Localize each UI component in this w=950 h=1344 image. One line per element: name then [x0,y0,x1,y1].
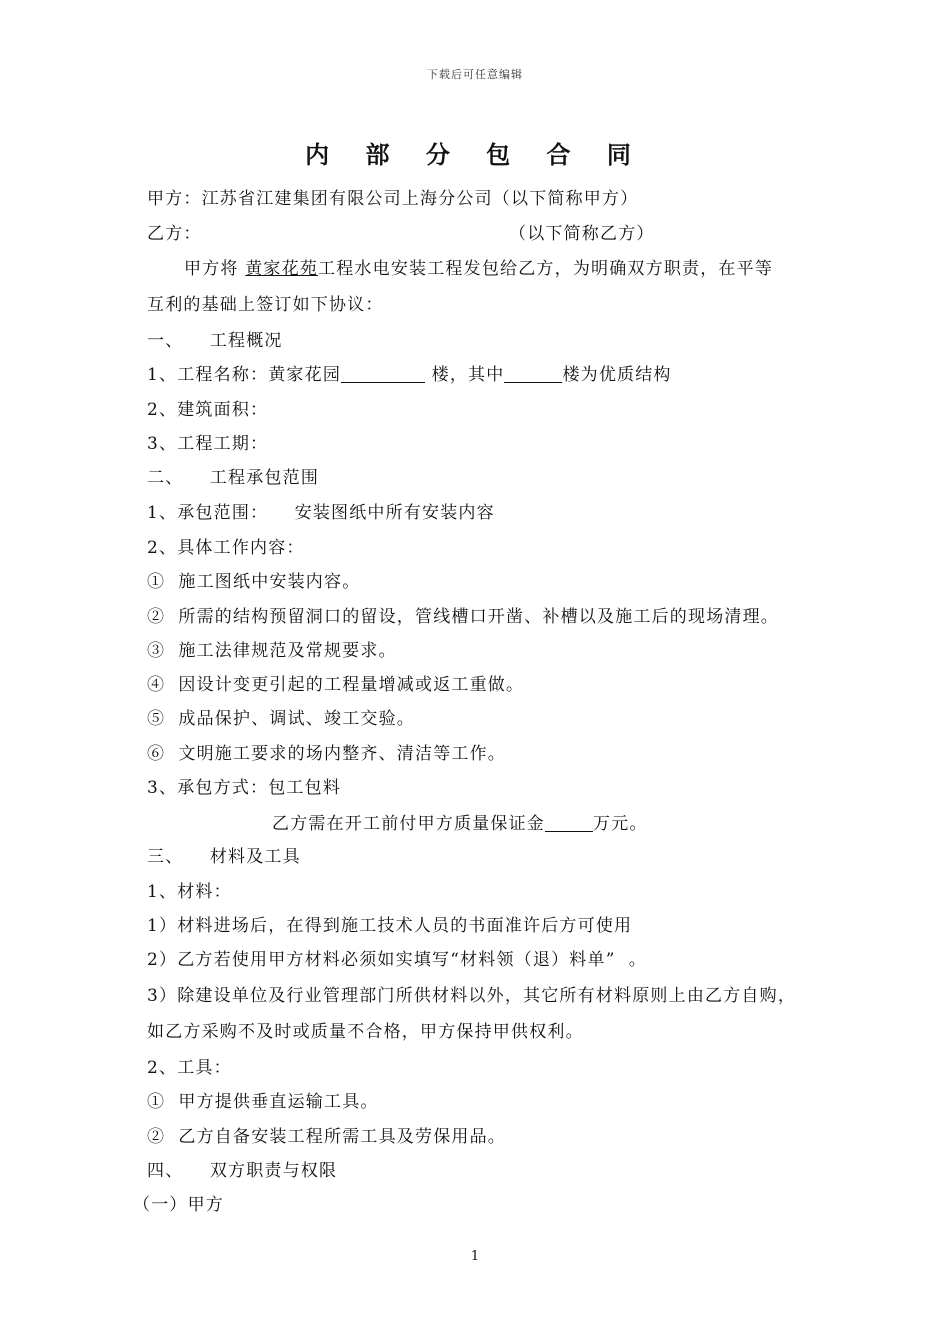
materials-heading: 1、材料： [147,882,232,902]
building-count-blank [341,365,425,383]
tools-item-2: ② 乙方自备安装工程所需工具及劳保用品。 [147,1127,507,1147]
deposit-post: 万元。 [593,814,648,834]
intro-pre: 甲方将 [184,259,239,279]
party-a-line: 甲方：江苏省江建集团有限公司上海分公司（以下简称甲方） [147,189,639,209]
work-item: ⑤ 成品保护、调试、竣工交验。 [147,709,416,729]
section-4-heading: 四、 双方职责与权限 [147,1161,338,1181]
section-1-heading: 一、 工程概况 [147,331,283,351]
deposit-pre: 乙方需在开工前付甲方质量保证金 [272,814,545,834]
project-name-pre: 1、工程名称：黄家花园 [147,365,342,385]
party-b-label: 乙方： [147,224,202,244]
intro-line-2: 互利的基础上签订如下协议： [147,295,384,315]
intro-line-1 [184,258,773,280]
construction-period-line: 3、工程工期： [147,434,269,454]
scope-line: 1、承包范围： 安装图纸中所有安装内容 [147,503,495,523]
party-b-note: （以下简称乙方） [509,224,655,244]
page-number: 1 [470,1249,480,1264]
work-item: ① 施工图纸中安装内容。 [147,572,361,592]
quality-building-blank [504,365,562,383]
materials-clause-3-cont: 如乙方采购不及时或质量不合格，甲方保持甲供权利。 [147,1022,584,1042]
tools-heading: 2、工具： [147,1058,232,1078]
materials-clause-1: 1）材料进场后，在得到施工技术人员的书面准许后方可使用 [147,916,633,936]
deposit-amount-blank [545,814,593,832]
work-content-line: 2、具体工作内容： [147,538,305,558]
section-2-heading: 二、 工程承包范围 [147,468,320,488]
materials-clause-3: 3）除建设单位及行业管理部门所供材料以外，其它所有材料原则上由乙方自购， [147,986,797,1006]
work-item: ② 所需的结构预留洞口的留设，管线槽口开凿、补槽以及施工后的现场清理。 [147,607,780,627]
project-name-mid: 楼，其中 [431,365,505,385]
section-3-heading: 三、 材料及工具 [147,847,301,867]
building-area-line: 2、建筑面积： [147,400,269,420]
project-name: 黄家花苑 [245,259,319,279]
deposit-line [272,813,648,835]
work-item: ⑥ 文明施工要求的场内整齐、清洁等工作。 [147,744,507,764]
project-name-line [147,364,672,386]
materials-clause-2: 2）乙方若使用甲方材料必须如实填写“材料领（退）料单” 。 [147,950,648,970]
tools-item-1: ① 甲方提供垂直运输工具。 [147,1092,379,1112]
page-header: 下载后可任意编辑 [427,68,523,81]
contract-method-line: 3、承包方式：包工包料 [147,778,342,798]
work-item: ④ 因设计变更引起的工程量增减或返工重做。 [147,675,525,695]
work-item: ③ 施工法律规范及常规要求。 [147,641,397,661]
intro-post: 工程水电安装工程发包给乙方，为明确双方职责，在平等 [318,259,774,279]
project-name-post: 楼为优质结构 [562,365,672,385]
document-title: 内 部 分 包 合 同 [305,140,645,169]
party-a-duties-heading: （一）甲方 [133,1195,224,1215]
